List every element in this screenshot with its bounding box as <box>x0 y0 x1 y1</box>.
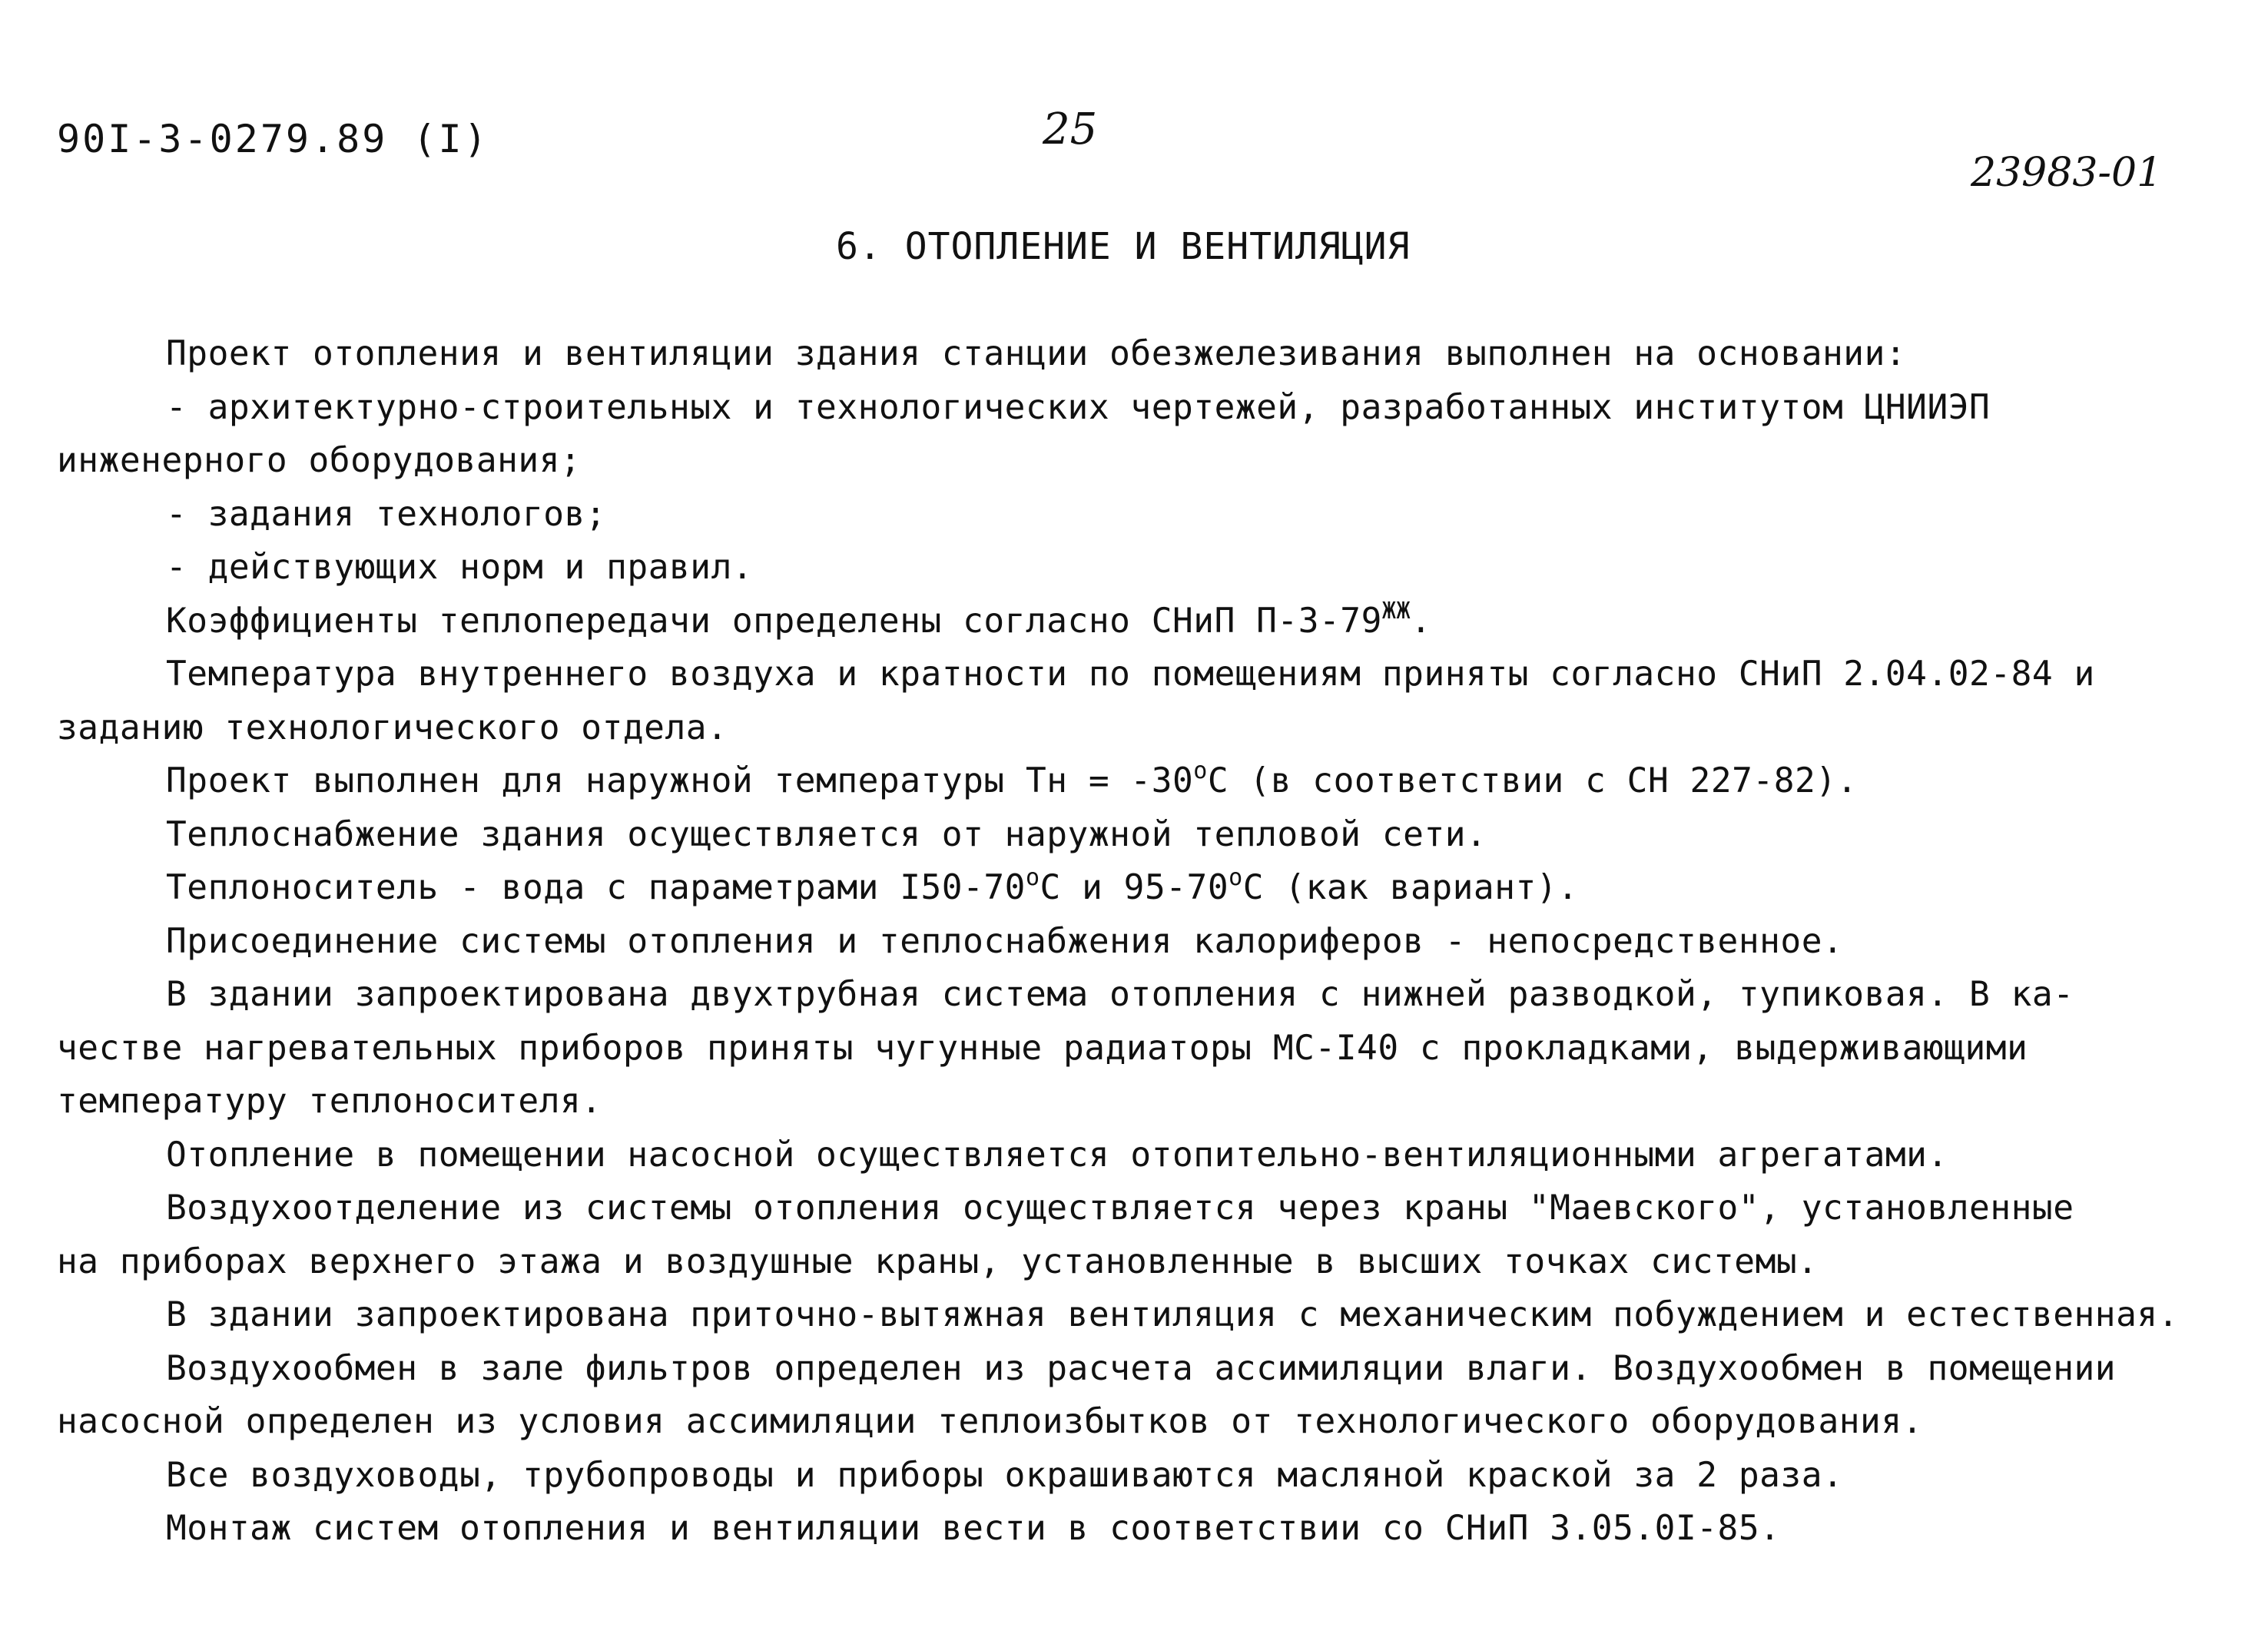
text-line: на приборах верхнего этажа и воздушные краны, установленные в высших точках системы. <box>57 1241 1819 1281</box>
degree-superscript: о <box>1228 864 1243 891</box>
text-segment: Проект выполнен для наружной температуры Тн = -30 <box>166 761 1194 800</box>
text-line: В здании запроектирована двухтрубная система отопления с нижней разводкой, тупиковая. В ка- <box>166 975 2074 1014</box>
inventory-number: 23983-01 <box>1971 150 2163 196</box>
text-line: - архитектурно-строительных и технологических чертежей, разработанных институтом ЦНИИЭП <box>166 387 1991 427</box>
text-line <box>57 861 2231 915</box>
degree-superscript: о <box>1193 757 1208 784</box>
text-line: Все воздуховоды, трубопроводы и приборы окрашиваются масляной краской за 2 раза. <box>166 1455 1844 1495</box>
text-line: Воздухоотделение из системы отопления осуществляется через краны "Маевского", установленные <box>166 1188 2074 1228</box>
text-line: - действующих норм и правил. <box>166 548 754 587</box>
text-line: насосной определен из условия ассимиляции теплоизбытков от технологического оборудования. <box>57 1402 1923 1441</box>
text-line: - задания технологов; <box>166 494 607 534</box>
document-code: 90I-3-0279.89 (I) <box>57 117 489 161</box>
text-line: инженерного оборудования; <box>57 441 582 480</box>
body-text <box>57 327 2231 1556</box>
text-line <box>57 595 2231 648</box>
text-segment: Коэффициенты теплопередачи определены согласно СНиП П-3-79 <box>166 601 1382 641</box>
text-segment: С и 95-70 <box>1040 868 1229 907</box>
text-segment: С (как вариант). <box>1242 868 1579 907</box>
superscript: ЖЖ <box>1381 597 1411 625</box>
text-segment: . <box>1411 601 1432 641</box>
text-line: Монтаж систем отопления и вентиляции вести в соответствии со СНиП 3.05.0I-85. <box>166 1509 1781 1548</box>
text-line: Отопление в помещении насосной осуществляется отопительно-вентиляционными агрегатами. <box>166 1135 1948 1175</box>
text-line: Проект отопления и вентиляции здания станции обезжелезивания выполнен на основании: <box>166 334 1907 373</box>
text-line: Воздухообмен в зале фильтров определен из расчета ассимиляции влаги. Воздухообмен в помещении <box>166 1348 2117 1388</box>
text-line: честве нагревательных приборов приняты чугунные радиаторы МС-I40 с прокладками, выдерживающими <box>57 1028 2028 1068</box>
text-line: Температура внутреннего воздуха и кратности по помещениям приняты согласно СНиП 2.04.02-84 и <box>166 655 2095 694</box>
text-line: заданию технологического отдела. <box>57 708 728 747</box>
section-title: 6. ОТОПЛЕНИЕ И ВЕНТИЛЯЦИЯ <box>836 225 1411 268</box>
page-number: 25 <box>1043 104 1098 154</box>
text-line: температуру теплоносителя. <box>57 1082 602 1121</box>
text-line <box>57 754 2231 808</box>
text-line: В здании запроектирована приточно-вытяжная вентиляция с механическим побуждением и естественная. <box>166 1295 2179 1334</box>
text-segment: С (в соответствии с СН 227-82). <box>1207 761 1858 800</box>
text-line: Присоединение системы отопления и теплоснабжения калориферов - непосредственное. <box>166 921 1844 961</box>
text-segment: Теплоноситель - вода с параметрами I50-70 <box>166 868 1026 907</box>
degree-superscript: о <box>1025 864 1040 891</box>
text-line: Теплоснабжение здания осуществляется от наружной тепловой сети. <box>166 814 1487 854</box>
